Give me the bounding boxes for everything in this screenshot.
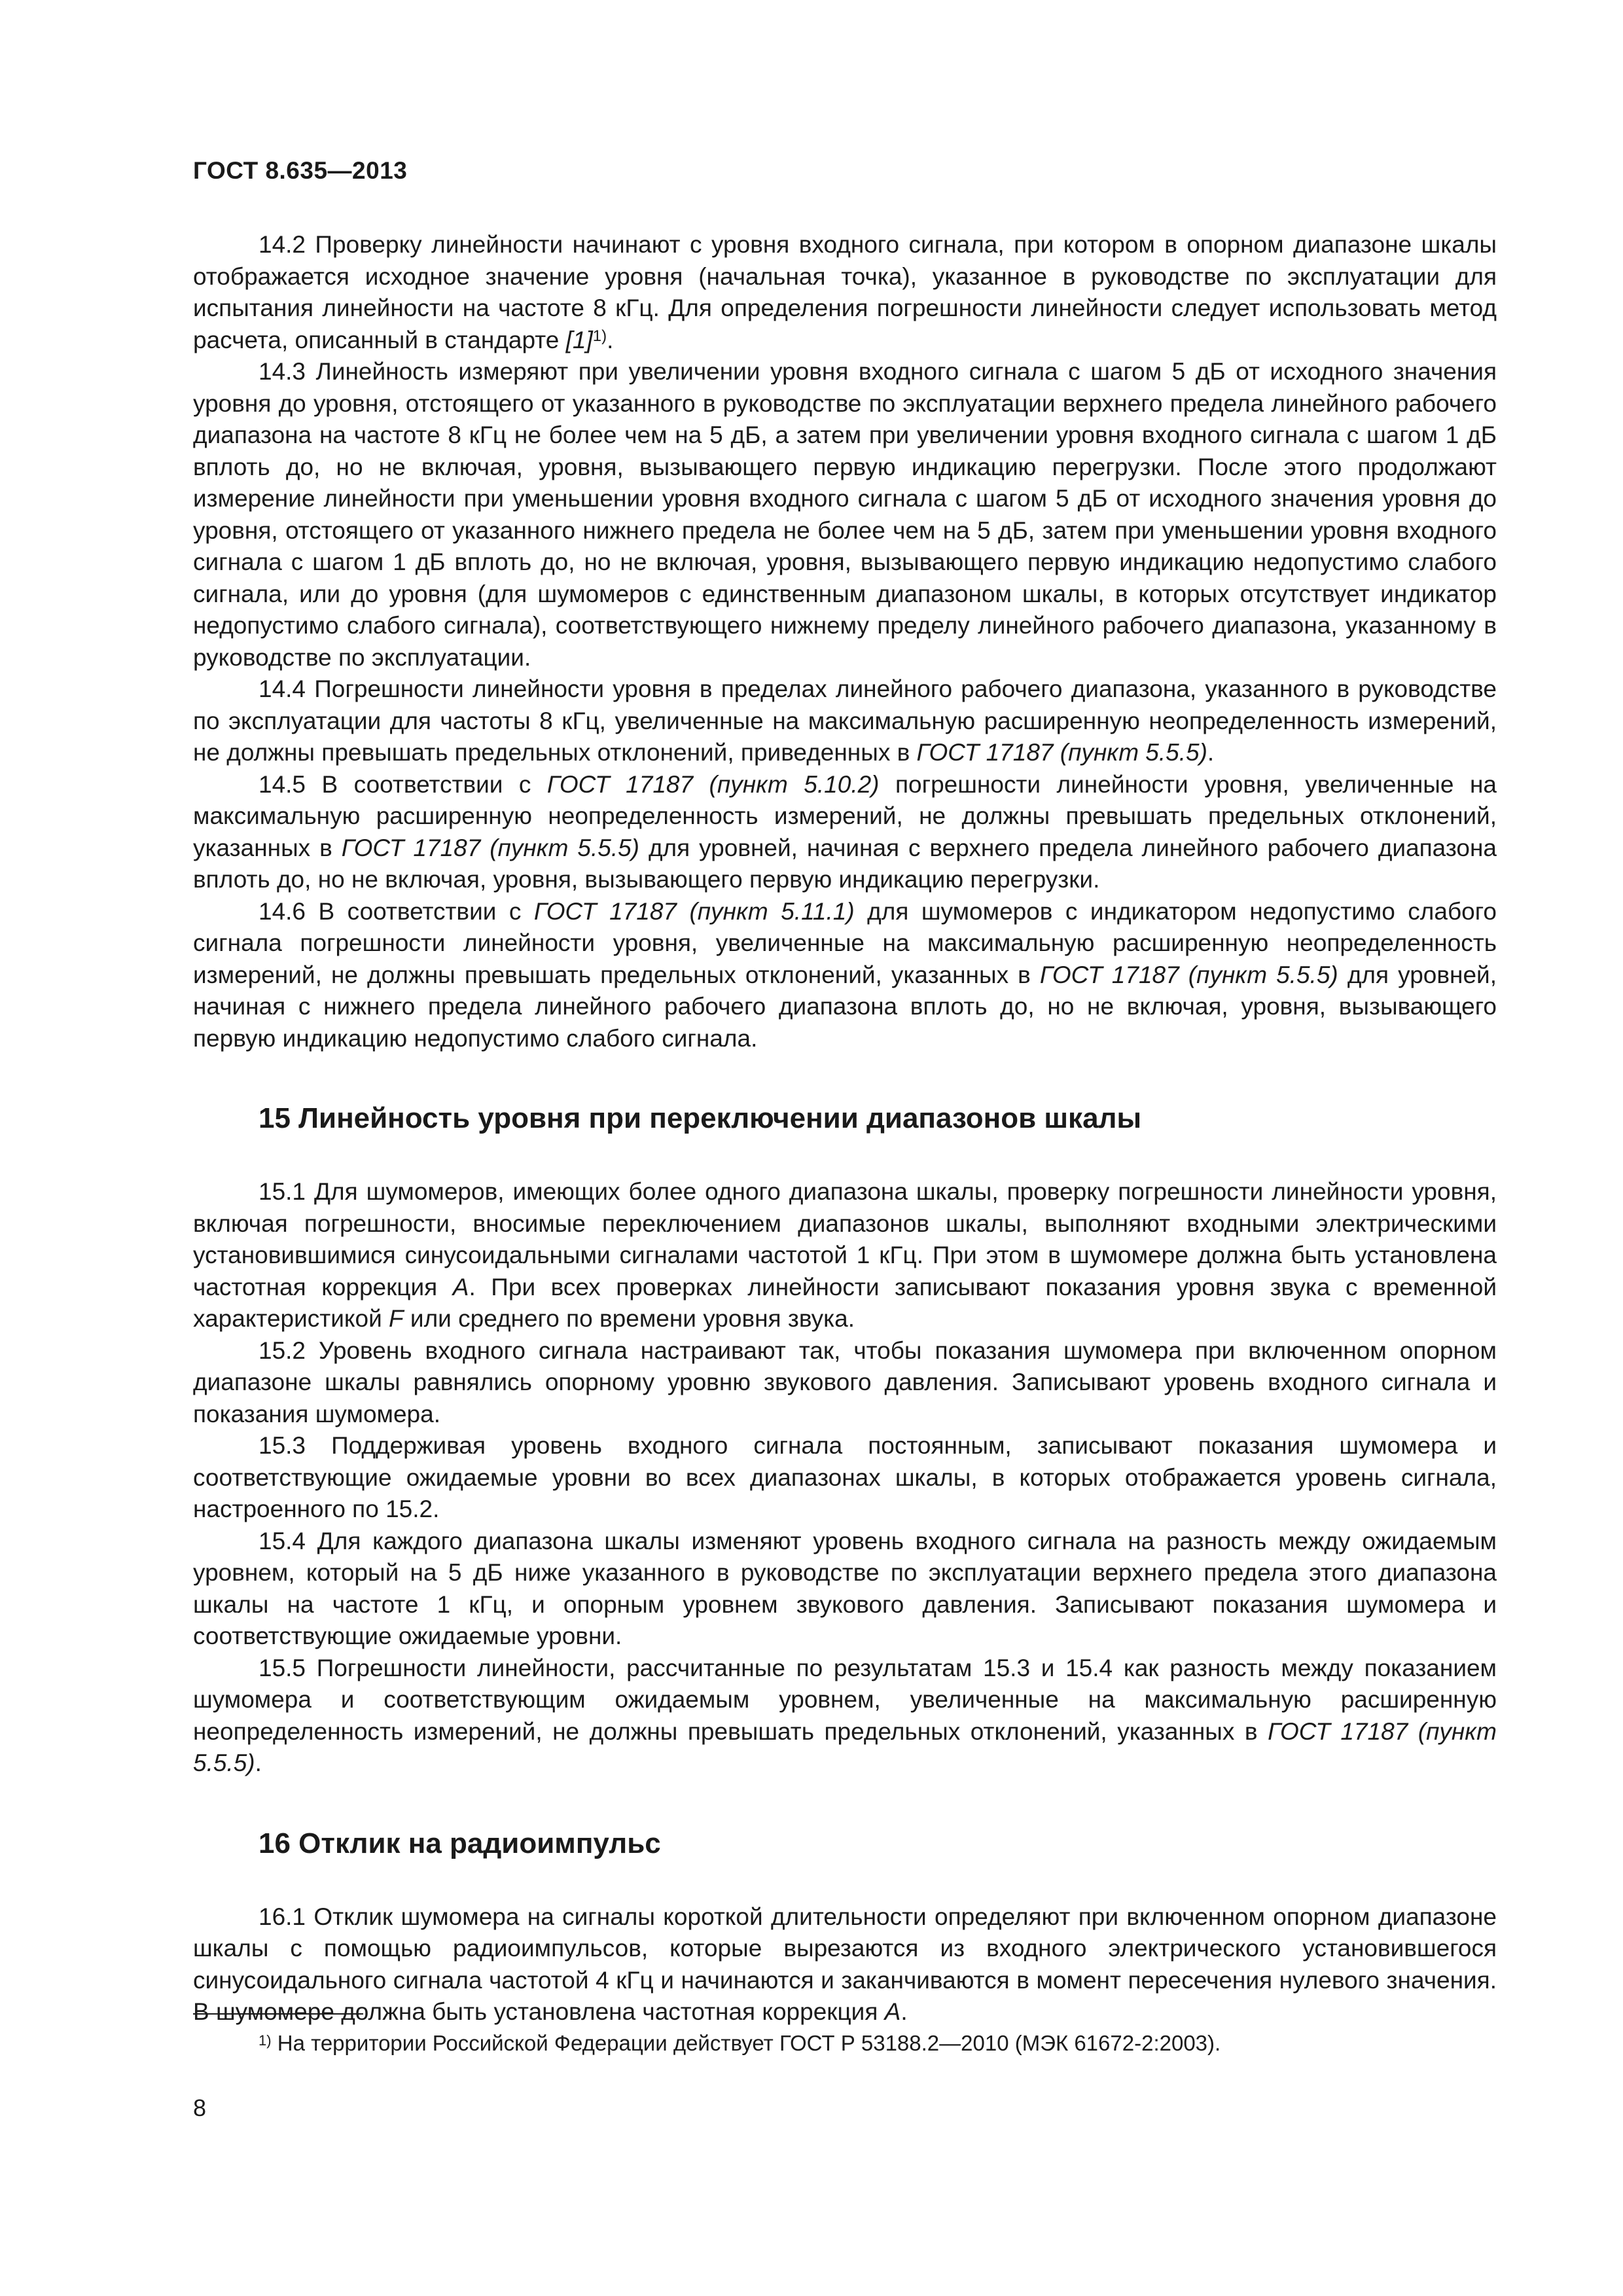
paragraph-15-5: 15.5 Погрешности линейности, рассчитанные по результатам 15.3 и 15.4 как разность между показанием шумомера и соответствующим ожидаемым уровнем, увеличенные на максимальную расширенную неопределенность измерений, не должны превышать предельных отклонений, указанных в ГОСТ 17187 (пункт 5.5.5). — [193, 1654, 1497, 1776]
standard-reference: ГОСТ 17187 (пункт 5.10.2) — [546, 770, 880, 798]
standard-reference: ГОСТ 17187 (пункт 5.5.5) — [1039, 961, 1338, 988]
paragraph-15-4: 15.4 Для каждого диапазона шкалы изменяют уровень входного сигнала на разность между ожидаемым уровнем, который на 5 дБ ниже указанного в руководстве по эксплуатации верхнего предела этого диапазона шкалы на частоте 1 кГц, и опорным уровнем звукового давления. Записывают показания шумомера и соответствующие ожидаемые уровни. — [193, 1527, 1497, 1649]
standard-reference: ГОСТ 17187 (пункт 5.11.1) — [533, 897, 855, 925]
correction-symbol: А — [884, 1998, 901, 2025]
standard-header: ГОСТ 8.635—2013 — [193, 157, 408, 184]
paragraph-14-4: 14.4 Погрешности линейности уровня в пределах линейного рабочего диапазона, указанного в руководстве по эксплуатации для частоты 8 кГц, увеличенные на максимальную расширенную неопределенность измерений, не должны превышать предельных отклонений, приведенных в ГОСТ 17187 (пункт 5.5.5). — [193, 675, 1497, 766]
paragraph-14-5: 14.5 В соответствии с ГОСТ 17187 (пункт 5.10.2) погрешности линейности уровня, увеличенные на максимальную расширенную неопределенность измерений, не должны превышать предельных отклонений, указанных в ГОСТ 17187 (пункт 5.5.5) для уровней, начиная с верхнего предела линейного рабочего диапазона вплоть до, но не включая, уровня, вызывающего первую индикацию перегрузки. — [193, 770, 1497, 893]
paragraph-15-2: 15.2 Уровень входного сигнала настраивают так, чтобы показания шумомера при включенном опорном диапазоне шкалы равнялись опорному уровню звукового давления. Записывают уровень входного сигнала и показания шумомера. — [193, 1336, 1497, 1427]
paragraph-16-1: 16.1 Отклик шумомера на сигналы короткой длительности определяют при включенном опорном диапазоне шкалы с помощью радиоимпульсов, которые вырезаются из входного электрического установившегося синусоидального сигнала частотой 4 кГц и начинаются и заканчиваются в момент пересечения нулевого значения. В шумомере должна быть установлена частотная коррекция А. — [193, 1903, 1497, 2025]
footnote-marker: 1) — [259, 2032, 272, 2049]
footnote-marker: 1) — [592, 327, 607, 345]
paragraph-14-3: 14.3 Линейность измеряют при увеличении уровня входного сигнала с шагом 5 дБ от исходного значения уровня до уровня, отстоящего от указанного в руководстве по эксплуатации верхнего предела линейного рабочего диапазона на частоте 8 кГц не более чем на 5 дБ, а затем при увеличении уровня входного сигнала с шагом 1 дБ вплоть до, но не включая, уровня, вызывающего первую индикацию перегрузки. После этого продолжают измерение линейности при уменьшении уровня входного сигнала с шагом 5 дБ от исходного значения уровня до уровня, отстоящего от указанного нижнего предела не более чем на 5 дБ, затем при уменьшении уровня входного сигнала с шагом 1 дБ вплоть до, но не включая, уровня, вызывающего первую индикацию недопустимо слабого сигнала, или до уровня (для шумомеров с единственным диапазоном шкалы, в которых отсутствует индикатор недопустимо слабого сигнала), соответствующего нижнему пределу линейного рабочего диапазона, указанному в руководстве по эксплуатации. — [193, 358, 1497, 671]
time-weighting-symbol: F — [389, 1305, 404, 1332]
paragraph-14-6: 14.6 В соответствии с ГОСТ 17187 (пункт 5.11.1) для шумомеров с индикатором недопустимо слабого сигнала погрешности линейности уровня, увеличенные на максимальную расширенную неопределенность измерений, не должны превышать предельных отклонений, указанных в ГОСТ 17187 (пункт 5.5.5) для уровней, начиная с нижнего предела линейного рабочего диапазона вплоть до, но не включая, уровня, вызывающего первую индикацию недопустимо слабого сигнала. — [193, 897, 1497, 1052]
footnote-divider — [193, 2013, 363, 2015]
paragraph-14-2: 14.2 Проверку линейности начинают с уровня входного сигнала, при котором в опорном диапазоне шкалы отображается исходное значение уровня (начальная точка), указанное в руководстве по эксплуатации для испытания линейности на частоте 8 кГц. Для определения погрешности линейности следует использовать метод расчета, описанный в стандарте $[1]^{1)}$. — [193, 231, 1497, 353]
page-number: 8 — [193, 2094, 207, 2121]
footnote: $^{1)}$ На территории Российской Федерации действует ГОСТ Р 53188.2—2010 (МЭК 61672-2:2003). — [259, 2031, 1221, 2055]
paragraph-15-3: 15.3 Поддерживая уровень входного сигнала постоянным, записывают показания шумомера и соответствующие ожидаемые уровни во всех диапазонах шкалы, в которых отображается уровень сигнала, настроенного по 15.2. — [193, 1432, 1497, 1522]
standard-reference: ГОСТ 17187 (пункт 5.5.5) — [916, 739, 1207, 766]
standard-reference: ГОСТ 17187 (пункт 5.5.5) — [341, 834, 640, 861]
correction-symbol: А — [452, 1273, 469, 1300]
page-body — [193, 229, 1497, 2028]
section-15-heading: 15 Линейность уровня при переключении диапазонов шкалы — [259, 1102, 1142, 1134]
section-16-heading: 16 Отклик на радиоимпульс — [259, 1827, 661, 1859]
standard-reference: ГОСТ 17187 (пункт 5.5.5) — [193, 1717, 1497, 1776]
bibliography-reference: [1] — [565, 326, 593, 353]
paragraph-15-1: 15.1 Для шумомеров, имеющих более одного диапазона шкалы, проверку погрешности линейности уровня, включая погрешности, вносимые переключением диапазонов шкалы, выполняют входными электрическими установившимися синусоидальными сигналами частотой 1 кГц. При этом в шумомере должна быть установлена частотная коррекция А. При всех проверках линейности записывают показания уровня звука с временной характеристикой F или среднего по времени уровня звука. — [193, 1178, 1497, 1332]
